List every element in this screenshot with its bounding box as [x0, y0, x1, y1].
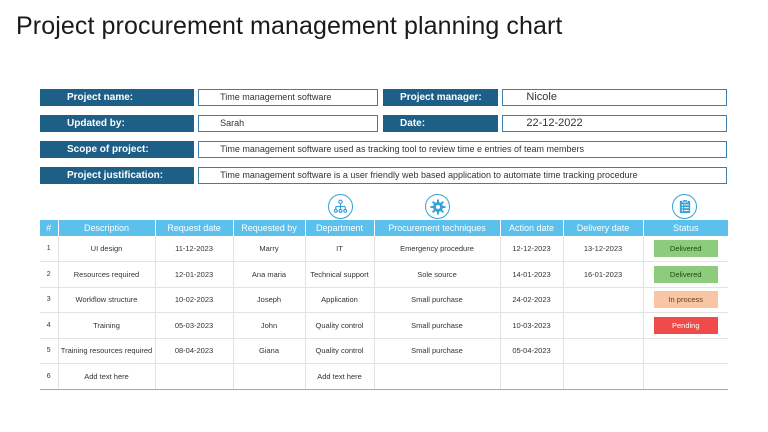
description-cell[interactable]: Training resources required [58, 338, 155, 364]
project-name-field[interactable]: Time management software [198, 89, 378, 106]
project-name-label: Project name: [40, 89, 194, 106]
status-cell[interactable] [643, 338, 728, 364]
column-header-action-date: Action date [500, 220, 563, 236]
delivery-date-cell[interactable]: 16-01-2023 [563, 262, 643, 288]
action-date-cell[interactable]: 05-04-2023 [500, 338, 563, 364]
justification-field[interactable]: Time management software is a user friendly web based application to automate time tracking procedure [198, 167, 727, 184]
info-row-justification [40, 167, 727, 184]
row-number: 3 [40, 287, 58, 313]
status-cell [643, 313, 728, 339]
status-cell [643, 262, 728, 288]
status-cell[interactable] [643, 364, 728, 390]
justification-label: Project justification: [40, 167, 194, 184]
date-label: Date: [383, 115, 498, 132]
column-header-requested-by: Requested by [233, 220, 305, 236]
procurement-table [40, 220, 728, 390]
description-cell[interactable]: Add text here [58, 364, 155, 390]
row-number: 1 [40, 236, 58, 262]
department-cell[interactable]: IT [305, 236, 374, 262]
department-cell[interactable]: Add text here [305, 364, 374, 390]
technique-cell[interactable]: Emergency procedure [374, 236, 500, 262]
updated-by-label: Updated by: [40, 115, 194, 132]
row-number: 4 [40, 313, 58, 339]
requested-by-cell[interactable]: Ana maria [233, 262, 305, 288]
table-row [40, 236, 728, 262]
org-chart-icon [328, 194, 353, 219]
table-row [40, 262, 728, 288]
project-info-panel [40, 89, 727, 193]
column-header-department: Department [305, 220, 374, 236]
request-date-cell[interactable]: 12-01-2023 [155, 262, 233, 288]
requested-by-cell[interactable]: Marry [233, 236, 305, 262]
technique-cell[interactable] [374, 364, 500, 390]
column-header-description: Description [58, 220, 155, 236]
request-date-cell[interactable] [155, 364, 233, 390]
department-cell[interactable]: Quality control [305, 338, 374, 364]
delivery-date-cell[interactable] [563, 287, 643, 313]
row-number: 5 [40, 338, 58, 364]
column-header-number: # [40, 220, 58, 236]
status-badge[interactable]: Pending [654, 317, 718, 334]
column-header-delivery-date: Delivery date [563, 220, 643, 236]
project-manager-label: Project manager: [383, 89, 498, 106]
status-cell [643, 236, 728, 262]
status-cell [643, 287, 728, 313]
delivery-date-cell[interactable]: 13-12-2023 [563, 236, 643, 262]
action-date-cell[interactable]: 14-01-2023 [500, 262, 563, 288]
table-row [40, 313, 728, 339]
technique-cell[interactable]: Small purchase [374, 313, 500, 339]
row-number: 2 [40, 262, 58, 288]
info-row-scope [40, 141, 727, 158]
delivery-date-cell[interactable] [563, 364, 643, 390]
row-number: 6 [40, 364, 58, 390]
department-cell[interactable]: Quality control [305, 313, 374, 339]
department-cell[interactable]: Application [305, 287, 374, 313]
description-cell[interactable]: UI design [58, 236, 155, 262]
table-row [40, 338, 728, 364]
column-header-request-date: Request date [155, 220, 233, 236]
table-row [40, 287, 728, 313]
clipboard-icon [672, 194, 697, 219]
table-header-row [40, 220, 728, 236]
info-row-project [40, 89, 727, 106]
action-date-cell[interactable]: 10-03-2023 [500, 313, 563, 339]
status-badge[interactable]: Delivered [654, 266, 718, 283]
request-date-cell[interactable]: 11-12-2023 [155, 236, 233, 262]
department-cell[interactable]: Technical support [305, 262, 374, 288]
request-date-cell[interactable]: 08-04-2023 [155, 338, 233, 364]
action-date-cell[interactable]: 24-02-2023 [500, 287, 563, 313]
scope-field[interactable]: Time management software used as tracking tool to review time e entries of team members [198, 141, 727, 158]
technique-cell[interactable]: Small purchase [374, 338, 500, 364]
column-header-procurement-techniques: Procurement techniques [374, 220, 500, 236]
delivery-date-cell[interactable] [563, 313, 643, 339]
request-date-cell[interactable]: 10-02-2023 [155, 287, 233, 313]
requested-by-cell[interactable]: Giana [233, 338, 305, 364]
date-field[interactable]: 22-12-2022 [502, 115, 727, 132]
action-date-cell[interactable]: 12-12-2023 [500, 236, 563, 262]
request-date-cell[interactable]: 05-03-2023 [155, 313, 233, 339]
table-row [40, 364, 728, 390]
requested-by-cell[interactable]: John [233, 313, 305, 339]
delivery-date-cell[interactable] [563, 338, 643, 364]
requested-by-cell[interactable] [233, 364, 305, 390]
column-header-status: Status [643, 220, 728, 236]
action-date-cell[interactable] [500, 364, 563, 390]
description-cell[interactable]: Workflow structure [58, 287, 155, 313]
project-manager-field[interactable]: Nicole [502, 89, 727, 106]
gear-icon [425, 194, 450, 219]
technique-cell[interactable]: Sole source [374, 262, 500, 288]
description-cell[interactable]: Training [58, 313, 155, 339]
status-badge[interactable]: In process [654, 291, 718, 308]
status-badge[interactable]: Delivered [654, 240, 718, 257]
technique-cell[interactable]: Small purchase [374, 287, 500, 313]
requested-by-cell[interactable]: Joseph [233, 287, 305, 313]
scope-label: Scope of project: [40, 141, 194, 158]
updated-by-field[interactable]: Sarah [198, 115, 378, 132]
info-row-updated [40, 115, 727, 132]
page-title: Project procurement management planning chart [16, 12, 563, 40]
description-cell[interactable]: Resources required [58, 262, 155, 288]
